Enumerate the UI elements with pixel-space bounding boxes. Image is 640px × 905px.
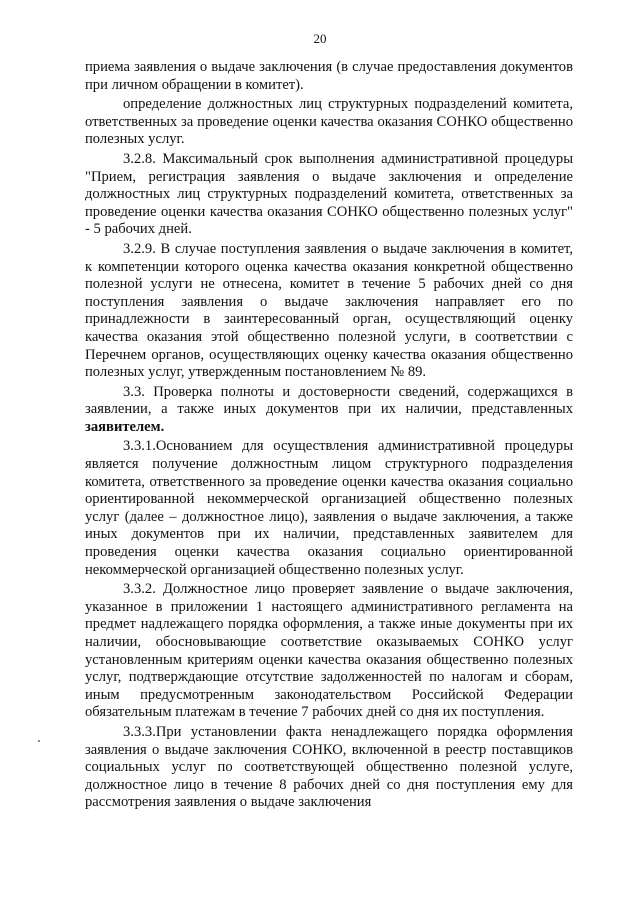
scan-dot <box>38 740 40 742</box>
paragraph-officials-determination: определение должностных лиц структурных подразделений комитета, ответственных за проведение оценки качества оказания СОНКО общественно полезных услуг. <box>85 96 573 148</box>
document-body <box>85 59 573 812</box>
section-heading-3-3 <box>85 384 573 437</box>
paragraph-receipt-continuation: приема заявления о выдаче заключения (в случае предоставления документов при личном обращении в комитет). <box>85 59 573 93</box>
paragraph-3-3-1: 3.3.1.Основанием для осуществления административной процедуры является получение должностным лицом структурного подразделения комитета, ответственного за проведение оценки качества оказания социально ориентированной некоммерческой организацией общественно полезных услуг (далее – должностное лицо), заявления о выдаче заключения, а также иных документов при их наличии, представленных заявителем для проведения оценки качества оказания социально ориентированной некоммерческой организацией общественно полезных услуг. <box>85 438 573 578</box>
paragraph-3-3-3: 3.3.3.При установлении факта ненадлежащего порядка оформления заявления о выдаче заключения СОНКО, включенной в реестр поставщиков социальных услуг по соответствующей общественно полезной услуге, должностное лицо в течение 8 рабочих дней со дня поступления ему для рассмотрения заявления о выдаче заключения <box>85 723 573 811</box>
paragraph-3-2-8: 3.2.8. Максимальный срок выполнения административной процедуры "Прием, регистрация заявления о выдаче заключения и определение должностных лиц структурных подразделений комитета, ответственных за проведение оценки качества оказания СОНКО общественно полезных услуг" - 5 рабочих дней. <box>85 150 573 238</box>
paragraph-3-2-9: 3.2.9. В случае поступления заявления о выдаче заключения в комитет, к компетенции которого оценка качества оказания конкретной общественно полезной услуги не отнесена, комитет в течение 5 рабочих дней со дня поступления заявления о выдаче заключения направляет его по принадлежности в заинтересованный орган, осуществляющий оценку качества оказания этой общественно полезной услуги, в соответствии с Перечнем органов, осуществляющих оценку качества оказания общественно полезных услуг, утвержденным постановлением № 89. <box>85 240 573 381</box>
section-heading-3-3-text: 3.3. Проверка полноты и достоверности сведений, содержащихся в заявлении, а также иных документов при их наличии, представленных <box>85 383 573 418</box>
paragraph-3-3-2: 3.3.2. Должностное лицо проверяет заявление о выдаче заключения, указанное в приложении 1 настоящего административного регламента на предмет надлежащего порядка оформления, а также иные документы при их наличии, обосновывающие соответствие оказываемых СОНКО услуг установленным критериям оценки качества оказания общественно полезных услуг, подтверждающие отсутствие задолженностей по налогам и сборам, иным предусмотренным законодательством Российской Федерации обязательным платежам в течение 7 рабочих дней со дня их поступления. <box>85 581 573 721</box>
page-number: 20 <box>313 31 327 46</box>
section-heading-3-3-bold-tail: заявителем. <box>85 418 165 435</box>
